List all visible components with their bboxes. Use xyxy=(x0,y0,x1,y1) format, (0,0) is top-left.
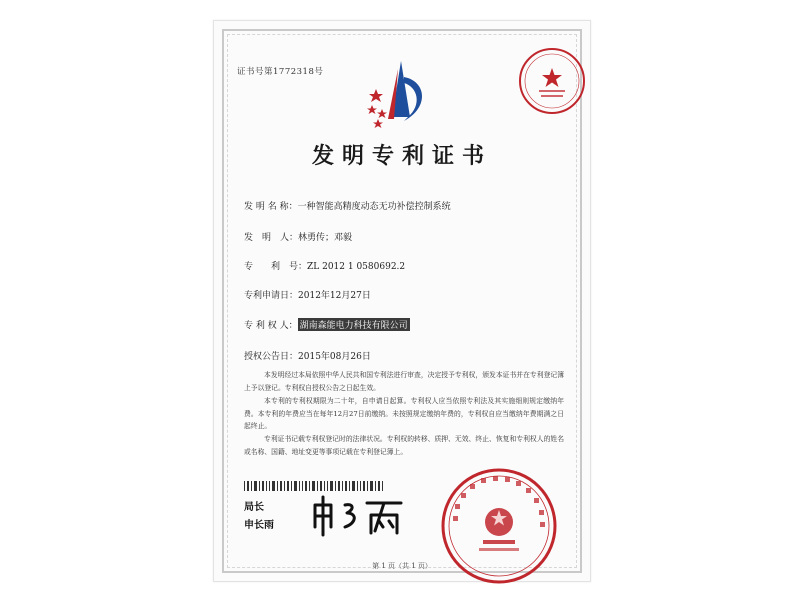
barcode-icon xyxy=(244,481,384,491)
director-title: 局长 xyxy=(244,502,264,513)
grant-date-label: 授权公告日： xyxy=(244,352,299,362)
filing-date-label: 专利申请日： xyxy=(244,291,299,301)
certificate-page xyxy=(213,20,591,582)
patentee-value: 湖南森能电力科技有限公司 xyxy=(298,318,410,331)
filing-date-field xyxy=(244,288,371,301)
agency-seal-icon xyxy=(517,46,587,116)
paragraph-2: 本专利的专利权期限为二十年，自申请日起算。专利权人应当依照专利法及其实施细则规定缴纳年费。本专利的年费应当在每年12月27日前缴纳。未按照规定缴纳年费的，专利权自应当缴纳年费期满之日起终止。 xyxy=(244,397,564,431)
inventors-label: 发 明 人： xyxy=(244,233,299,243)
invention-name-label: 发 明 名 称： xyxy=(244,202,298,212)
cnipa-emblem-icon xyxy=(364,59,434,139)
signature-icon xyxy=(309,491,409,541)
page-title: 发明专利证书 xyxy=(311,143,492,169)
invention-name-value: 一种智能高精度动态无功补偿控制系统 xyxy=(297,202,451,212)
inventors-value: 林勇传；邓毅 xyxy=(298,233,353,243)
inventors-field xyxy=(244,230,352,243)
page-number: 第 1 页（共 1 页） xyxy=(372,562,432,570)
patent-number-value: ZL 2012 1 0580692.2 xyxy=(307,262,406,272)
patent-number-field xyxy=(244,259,405,272)
paragraph-1: 本发明经过本局依照中华人民共和国专利法进行审查，决定授予专利权，颁发本证书并在专利登记簿上予以登记。专利权自授权公告之日起生效。 xyxy=(244,371,564,392)
patentee-field xyxy=(244,318,410,331)
certificate-number: 证书号第1772318号 xyxy=(237,67,324,77)
director-name: 申长雨 xyxy=(244,520,274,531)
invention-name-field xyxy=(244,199,451,212)
patentee-label: 专 利 权 人： xyxy=(244,321,298,331)
filing-date-value: 2012年12月27日 xyxy=(298,291,371,301)
paragraph-3: 专利证书记载专利权登记时的法律状况。专利权的转移、质押、无效、终止、恢复和专利权人的姓名或名称、国籍、地址变更等事项记载在专利登记簿上。 xyxy=(244,435,564,456)
grant-date-field xyxy=(244,349,371,362)
patent-number-label: 专 利 号： xyxy=(244,262,308,272)
grant-date-value: 2015年08月26日 xyxy=(298,352,371,362)
